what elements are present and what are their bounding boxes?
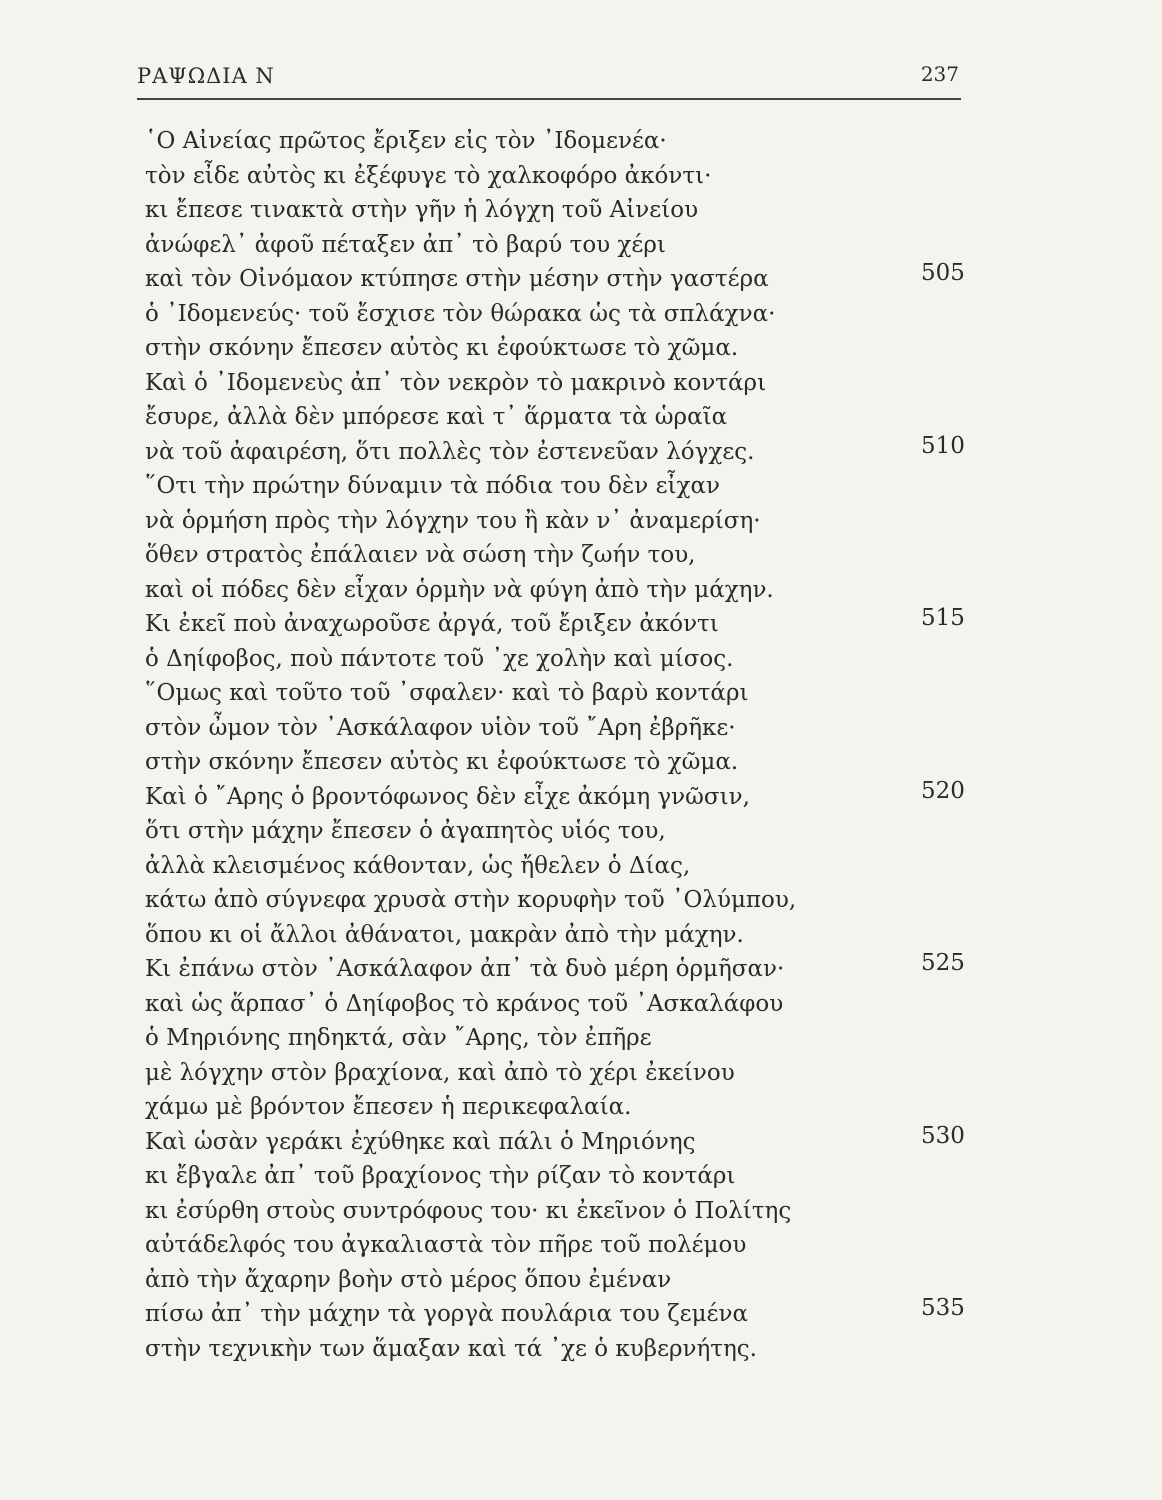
- verse-text: ῾Ο Αἰνείας πρῶτος ἔριξεν εἰς τὸν ᾿Ιδομενέα·: [145, 128, 667, 154]
- verse-text: κάτω ἀπὸ σύγνεφα χρυσὰ στὴν κορυφὴν τοῦ ᾿Ολύμπου,: [145, 887, 797, 913]
- verse-line: [145, 607, 985, 642]
- verse-line: [145, 642, 985, 677]
- verse-text: χάμω μὲ βρόντον ἔπεσεν ἡ περικεφαλαία.: [145, 1094, 632, 1120]
- verse-text: καὶ οἱ πόδες δὲν εἶχαν ὁρμὴν νὰ φύγη ἀπὸ τὴν μάχην.: [145, 576, 774, 603]
- verse-line: [145, 1263, 985, 1298]
- verse-line: [145, 331, 985, 366]
- verse-text: Κι ἐπάνω στὸν ᾿Ασκάλαφον ἀπ᾿ τὰ δυὸ μέρη ὁρμῆσαν·: [145, 956, 785, 982]
- verse-line: [145, 193, 985, 228]
- running-header: [137, 58, 961, 100]
- verse-line: [145, 883, 985, 918]
- verse-line: [145, 814, 985, 849]
- verse-line: [145, 676, 985, 711]
- line-number: 535: [921, 1295, 965, 1321]
- verse-text: στὴν σκόνην ἔπεσεν αὐτὸς κι ἐφούκτωσε τὸ χῶμα.: [145, 749, 739, 775]
- verse-line: [145, 1056, 985, 1091]
- verse-text: ῞Οτι τὴν πρώτην δύναμιν τὰ πόδια του δὲν εἶχαν: [145, 473, 720, 499]
- verse-text: Καὶ ὡσὰν γεράκι ἐχύθηκε καὶ πάλι ὁ Μηριόνης: [145, 1128, 696, 1155]
- verse-text: μὲ λόγχην στὸν βραχίονα, καὶ ἀπὸ τὸ χέρι ἐκείνου: [145, 1059, 735, 1086]
- line-number: 515: [921, 605, 965, 631]
- verse-line: [145, 538, 985, 573]
- verse-text: κι ἔπεσε τινακτὰ στὴν γῆν ἡ λόγχη τοῦ Αἰνείου: [145, 197, 699, 223]
- verse-text: στὸν ὦμον τὸν ᾿Ασκάλαφον υἱὸν τοῦ ῎Αρη ἐβρῆκε·: [145, 714, 736, 741]
- verse-line: [145, 159, 985, 194]
- verse-line: [145, 469, 985, 504]
- verse-line: [145, 952, 985, 987]
- verse-text: ῞Ομως καὶ τοῦτο τοῦ ᾿σφαλεν· καὶ τὸ βαρὺ κοντάρι: [145, 680, 749, 706]
- line-number: 530: [921, 1122, 965, 1149]
- verse-block: [145, 124, 985, 1366]
- verse-line: [145, 1332, 985, 1367]
- verse-line: [145, 366, 985, 401]
- verse-text: ἀλλὰ κλεισμένος κάθονταν, ὡς ἤθελεν ὁ Δίας,: [145, 852, 691, 879]
- verse-text: ὅπου κι οἱ ἄλλοι ἀθάνατοι, μακρὰν ἀπὸ τὴν μάχην.: [145, 921, 744, 948]
- verse-text: καὶ ὡς ἅρπασ᾿ ὁ Δηίφοβος τὸ κράνος τοῦ ᾿Ασκαλάφου: [145, 990, 784, 1017]
- verse-line: [145, 1122, 985, 1160]
- verse-line: [145, 1090, 985, 1125]
- verse-text: ὅθεν στρατὸς ἐπάλαιεν νὰ σώση τὴν ζωήν του,: [145, 542, 696, 568]
- verse-line: [145, 504, 985, 539]
- verse-line: [145, 1297, 985, 1332]
- verse-text: ἀπὸ τὴν ἄχαρην βοὴν στὸ μέρος ὅπου ἐμέναν: [145, 1266, 672, 1293]
- verse-line: [145, 987, 985, 1022]
- chapter-title: ΡΑΨΩΔΙΑ Ν: [137, 64, 275, 88]
- verse-line: [145, 1228, 985, 1263]
- verse-line: [145, 849, 985, 884]
- verse-line: [145, 573, 985, 608]
- verse-text: κι ἔβγαλε ἀπ᾿ τοῦ βραχίονος τὴν ρίζαν τὸ κοντάρι: [145, 1163, 736, 1189]
- verse-text: ὅτι στὴν μάχην ἔπεσεν ὁ ἀγαπητὸς υἱός του,: [145, 818, 666, 844]
- line-number: 505: [921, 260, 965, 286]
- verse-line: [145, 711, 985, 746]
- line-number: 510: [921, 432, 965, 459]
- verse-line: [145, 1159, 985, 1194]
- verse-text: νὰ τοῦ ἀφαιρέση, ὅτι πολλὲς τὸν ἐστενεῦαν λόγχες.: [145, 438, 755, 465]
- verse-line: [145, 777, 985, 815]
- verse-line: [145, 745, 985, 780]
- verse-text: τὸν εἶδε αὐτὸς κι ἐξέφυγε τὸ χαλκοφόρο ἀκόντι·: [145, 162, 712, 189]
- verse-text: στὴν σκόνην ἔπεσεν αὐτὸς κι ἐφούκτωσε τὸ χῶμα.: [145, 335, 739, 361]
- verse-text: πίσω ἀπ᾿ τὴν μάχην τὰ γοργὰ πουλάρια του ζεμένα: [145, 1301, 748, 1327]
- line-number: 525: [921, 950, 965, 976]
- verse-line: [145, 228, 985, 263]
- verse-line: [145, 400, 985, 435]
- verse-line: [145, 1021, 985, 1056]
- verse-text: ἔσυρε, ἀλλὰ δὲν μπόρεσε καὶ τ᾿ ἅρματα τὰ ὡραῖα: [145, 404, 728, 430]
- verse-text: Καὶ ὁ ῎Αρης ὁ βροντόφωνος δὲν εἶχε ἀκόμη γνῶσιν,: [145, 783, 750, 810]
- line-number: 520: [921, 777, 965, 804]
- verse-text: ὁ ᾿Ιδομενεύς· τοῦ ἔσχισε τὸν θώρακα ὡς τὰ σπλάχνα·: [145, 300, 776, 327]
- verse-text: Καὶ ὁ ᾿Ιδομενεὺς ἀπ᾿ τὸν νεκρὸν τὸ μακρινὸ κοντάρι: [145, 369, 767, 396]
- verse-text: ὁ Δηίφοβος, ποὺ πάντοτε τοῦ ᾿χε χολὴν καὶ μίσος.: [145, 645, 734, 672]
- page-number: 237: [920, 62, 959, 86]
- verse-line: [145, 297, 985, 332]
- verse-text: στὴν τεχνικὴν των ἅμαξαν καὶ τά ᾿χε ὁ κυβερνήτης.: [145, 1335, 757, 1362]
- verse-line: [145, 432, 985, 470]
- verse-line: [145, 262, 985, 297]
- verse-line: [145, 1194, 985, 1229]
- verse-line: [145, 918, 985, 953]
- verse-text: αὐτάδελφός του ἀγκαλιαστὰ τὸν πῆρε τοῦ πολέμου: [145, 1232, 747, 1258]
- verse-text: Κι ἐκεῖ ποὺ ἀναχωροῦσε ἀργά, τοῦ ἔριξεν ἀκόντι: [145, 611, 719, 637]
- verse-line: [145, 124, 985, 159]
- verse-text: νὰ ὁρμήση πρὸς τὴν λόγχην του ἢ κὰν ν᾿ ἀναμερίση·: [145, 507, 761, 534]
- verse-text: καὶ τὸν Οἰνόμαον κτύπησε στὴν μέσην στὴν γαστέρα: [145, 266, 769, 292]
- verse-text: ὁ Μηριόνης πηδηκτά, σὰν ῎Αρης, τὸν ἐπῆρε: [145, 1025, 652, 1051]
- verse-text: ἀνώφελ᾿ ἀφοῦ πέταξεν ἀπ᾿ τὸ βαρύ του χέρι: [145, 231, 666, 258]
- verse-text: κι ἐσύρθη στοὺς συντρόφους του· κι ἐκεῖνον ὁ Πολίτης: [145, 1197, 792, 1224]
